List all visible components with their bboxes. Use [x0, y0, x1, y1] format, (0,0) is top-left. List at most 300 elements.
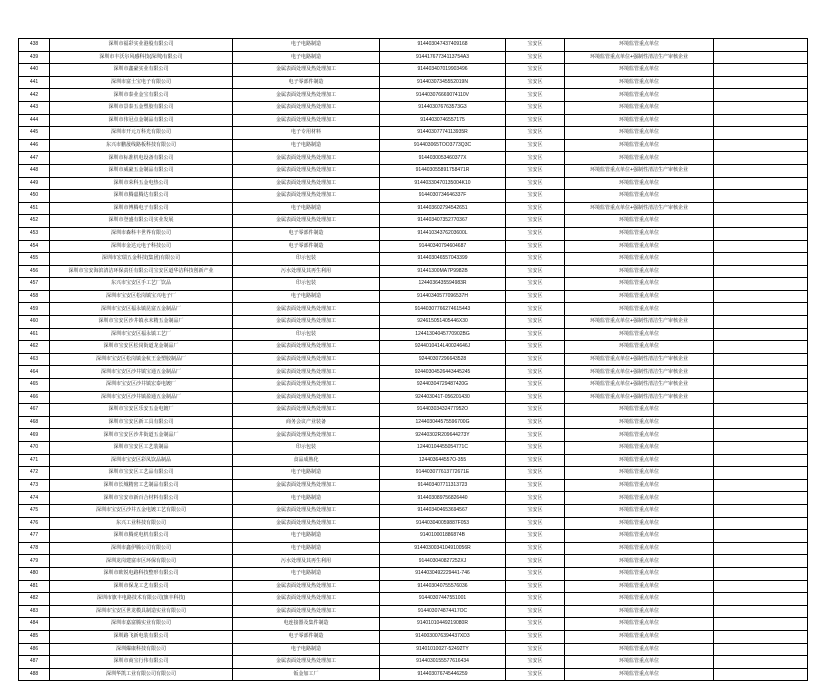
district: 宝安区: [506, 101, 565, 114]
row-index: 479: [19, 555, 50, 568]
table-row: [19, 605, 808, 618]
enterprise-name: 深圳市威豪五金制品有限公司: [50, 164, 233, 177]
table-row: [19, 530, 808, 543]
supervision-type: 环境监管重点单位: [565, 101, 714, 114]
district: 宝安区: [506, 89, 565, 102]
enterprise-name: 深圳市标准机电设备有限公司: [50, 152, 233, 165]
industry-category: 印示包装: [233, 278, 380, 291]
district: 宝安区: [506, 316, 565, 329]
remark: [714, 404, 808, 417]
industry-category: 印示包装: [233, 442, 380, 455]
credit-code: 91440307766274615443: [380, 303, 506, 316]
supervision-type: 环境监管重点单位: [565, 328, 714, 341]
supervision-type: 环境监管重点单位: [565, 643, 714, 656]
district: 宝安区: [506, 605, 565, 618]
table-row: [19, 328, 808, 341]
row-index: 487: [19, 656, 50, 669]
district: 宝安区: [506, 290, 565, 303]
enterprise-name: 深圳市宝安市新百合材料有限公司: [50, 492, 233, 505]
row-index: 464: [19, 366, 50, 379]
enterprise-name: 深圳市伟冠点金制品有限公司: [50, 114, 233, 127]
remark: [714, 479, 808, 492]
credit-code: 92440302R209644273Y: [380, 429, 506, 442]
credit-code: 9144030155577616434: [380, 656, 506, 669]
industry-category: 电子电路制造: [233, 202, 380, 215]
district: 宝安区: [506, 643, 565, 656]
industry-category: 金属表面处理及热处理加工: [233, 504, 380, 517]
district: 宝安区: [506, 492, 565, 505]
enterprise-name: 深圳市宝安区乐安五金电镀厂: [50, 404, 233, 417]
industry-category: 污水处理及其再生利用: [233, 265, 380, 278]
supervision-type: 环境监管重点单位: [565, 656, 714, 669]
credit-code: 914403065TOO3773Q3C: [380, 139, 506, 152]
table-row: [19, 240, 808, 253]
credit-code: 9144030746557175: [380, 114, 506, 127]
row-index: 463: [19, 353, 50, 366]
remark: [714, 127, 808, 140]
remark: [714, 39, 808, 52]
table-row: [19, 416, 808, 429]
district: 宝安区: [506, 504, 565, 517]
district: 宝安区: [506, 215, 565, 228]
credit-code: 12440104455054771C: [380, 442, 506, 455]
industry-category: 金属表面处理及热处理加工: [233, 605, 380, 618]
enterprise-name: 东兴市宝安区手工艺厂饮品: [50, 278, 233, 291]
supervision-type: 环境监管重点单位: [565, 416, 714, 429]
enterprise-name: 深圳市宝安区工艺装制品: [50, 442, 233, 455]
district: 宝安区: [506, 442, 565, 455]
row-index: 485: [19, 630, 50, 643]
row-index: 473: [19, 479, 50, 492]
supervision-type: 环境监管重点单位: [565, 278, 714, 291]
row-index: 461: [19, 328, 50, 341]
credit-code: 914403055891758471R: [380, 164, 506, 177]
industry-category: 金属表面处理及热处理加工: [233, 404, 380, 417]
row-index: 458: [19, 290, 50, 303]
supervision-type: 环境监管重点单位+强制性清洁生产审核企业: [565, 366, 714, 379]
remark: [714, 555, 808, 568]
industry-category: 金属表面处理及热处理加工: [233, 64, 380, 77]
table-row: [19, 164, 808, 177]
table-row: [19, 190, 808, 203]
enterprise-name: 东兴工业科技有限公司: [50, 517, 233, 530]
industry-category: 金属表面处理及热处理加工: [233, 303, 380, 316]
industry-category: 金属表面处理及热处理加工: [233, 114, 380, 127]
table-row: [19, 517, 808, 530]
industry-category: 电子电路制造: [233, 39, 380, 52]
industry-category: 金属表面处理及热处理加工: [233, 316, 380, 329]
district: 宝安区: [506, 51, 565, 64]
remark: [714, 429, 808, 442]
supervision-type: 环境监管重点单位: [565, 89, 714, 102]
row-index: 459: [19, 303, 50, 316]
supervision-type: 环境监管重点单位: [565, 542, 714, 555]
credit-code: 91401010027-52492TY: [380, 643, 506, 656]
table-row: [19, 303, 808, 316]
industry-category: 金属表面处理及热处理加工: [233, 593, 380, 606]
district: 宝安区: [506, 139, 565, 152]
supervision-type: 环境监管重点单位: [565, 618, 714, 631]
supervision-type: 环境监管重点单位: [565, 265, 714, 278]
table-row: [19, 429, 808, 442]
row-index: 454: [19, 240, 50, 253]
supervision-type: 环境监管重点单位+强制性清洁生产审核企业: [565, 379, 714, 392]
enterprise-name: 深圳龙岗建富市区环保有限公司: [50, 555, 233, 568]
industry-category: 电子电路制造: [233, 542, 380, 555]
supervision-type: 环境监管重点单位: [565, 190, 714, 203]
row-index: 478: [19, 542, 50, 555]
district: 宝安区: [506, 303, 565, 316]
supervision-type: 环境监管重点单位: [565, 227, 714, 240]
enterprise-name: 深圳市宝安区沙井镇宝通五金制品厂: [50, 366, 233, 379]
row-index: 469: [19, 429, 50, 442]
table-row: [19, 593, 808, 606]
row-index: 450: [19, 190, 50, 203]
row-index: 439: [19, 51, 50, 64]
credit-code: 91441767734113754A3: [380, 51, 506, 64]
credit-code: 914010001886874B: [380, 530, 506, 543]
credit-code: 1244036435594983R: [380, 278, 506, 291]
industry-category: 金属表面处理及热处理加工: [233, 164, 380, 177]
district: 宝安区: [506, 328, 565, 341]
industry-category: 电子零部件制造: [233, 76, 380, 89]
remark: [714, 152, 808, 165]
remark: [714, 328, 808, 341]
table-row: [19, 253, 808, 266]
row-index: 476: [19, 517, 50, 530]
industry-category: 金属表面处理及热处理加工: [233, 391, 380, 404]
industry-category: 金属表面处理及热处理加工: [233, 341, 380, 354]
enterprise-name: 深圳市鑫豪实业有限公司: [50, 64, 233, 77]
row-index: 477: [19, 530, 50, 543]
row-index: 480: [19, 567, 50, 580]
row-index: 484: [19, 618, 50, 631]
supervision-type: 环境监管重点单位: [565, 492, 714, 505]
industry-category: 电子电路制造: [233, 467, 380, 480]
credit-code: 914403076669074110V: [380, 89, 506, 102]
row-index: 467: [19, 404, 50, 417]
remark: [714, 64, 808, 77]
district: 宝安区: [506, 429, 565, 442]
enterprise-name: 深圳市嘉富腾实业有限公司: [50, 618, 233, 631]
enterprise-name: 深圳市宝安区沙井街道五金制品厂: [50, 429, 233, 442]
credit-code: 91440340577096537H: [380, 290, 506, 303]
credit-code: 9140030076394437XD3: [380, 630, 506, 643]
enterprise-name: 深圳市旗丰电路技术有限公司(旗丰科技): [50, 593, 233, 606]
industry-category: 金属表面处理及热处理加工: [233, 580, 380, 593]
enterprise-name: 深圳市宝安区新工具有限公司: [50, 416, 233, 429]
remark: [714, 278, 808, 291]
enterprise-name: 深圳市宝安区沙井五金电镀工艺有限公司: [50, 504, 233, 517]
district: 宝安区: [506, 227, 565, 240]
table-row: [19, 479, 808, 492]
district: 宝安区: [506, 265, 565, 278]
industry-category: 电子电路制造: [233, 290, 380, 303]
remark: [714, 593, 808, 606]
district: 宝安区: [506, 454, 565, 467]
supervision-type: 环境监管重点单位: [565, 215, 714, 228]
remark: [714, 114, 808, 127]
enterprise-name: 深圳市腾嘉腾达有限公司: [50, 190, 233, 203]
supervision-type: 环境监管重点单位: [565, 177, 714, 190]
district: 宝安区: [506, 278, 565, 291]
credit-code: 914403602794542651: [380, 202, 506, 215]
table-row: [19, 567, 808, 580]
enterprise-name: 东兴市鹏晟线路板科技有限公司: [50, 139, 233, 152]
remark: [714, 51, 808, 64]
credit-code: 91401010449219080R: [380, 618, 506, 631]
industry-category: 金属表面处理及热处理加工: [233, 379, 380, 392]
credit-code: 9144030053460377X: [380, 152, 506, 165]
table-row: [19, 76, 808, 89]
industry-category: 电连接器及集件制造: [233, 618, 380, 631]
industry-category: 金属表面处理及热处理加工: [233, 101, 380, 114]
credit-code: 9244010414L40024646J: [380, 341, 506, 354]
remark: [714, 101, 808, 114]
enterprise-name: 深圳路飞新电装有限公司: [50, 630, 233, 643]
row-index: 482: [19, 593, 50, 606]
credit-code: 9144030734646337F: [380, 190, 506, 203]
table-row: [19, 580, 808, 593]
supervision-type: 环境监管重点单位: [565, 479, 714, 492]
industry-category: 金属表面处理及热处理加工: [233, 429, 380, 442]
enterprise-name: 深圳市博腾电子有限公司: [50, 202, 233, 215]
remark: [714, 656, 808, 669]
row-index: 483: [19, 605, 50, 618]
row-index: 445: [19, 127, 50, 140]
supervision-type: 环境监管重点单位+强制性清洁生产审核企业: [565, 391, 714, 404]
credit-code: 9144030492229441-746: [380, 567, 506, 580]
district: 宝安区: [506, 656, 565, 669]
supervision-type: 环境监管重点单位: [565, 555, 714, 568]
supervision-type: 环境监管重点单位: [565, 580, 714, 593]
remark: [714, 366, 808, 379]
remark: [714, 89, 808, 102]
row-index: 446: [19, 139, 50, 152]
row-index: 438: [19, 39, 50, 52]
district: 宝安区: [506, 542, 565, 555]
remark: [714, 341, 808, 354]
remark: [714, 504, 808, 517]
credit-code: 914403404653694567: [380, 504, 506, 517]
remark: [714, 467, 808, 480]
remark: [714, 227, 808, 240]
row-index: 481: [19, 580, 50, 593]
industry-category: 电子电路制造: [233, 139, 380, 152]
row-index: 488: [19, 668, 50, 681]
table-row: [19, 139, 808, 152]
supervision-type: 环境监管重点单位: [565, 593, 714, 606]
credit-code: 914403046557043399: [380, 253, 506, 266]
table-row: [19, 101, 808, 114]
industry-category: 金属表面处理及热处理加工: [233, 366, 380, 379]
enterprise-name: 深圳市宝安区福永镇昆富五金制品厂: [50, 303, 233, 316]
enterprise-name: 深圳市森科丰世界有限公司: [50, 227, 233, 240]
supervision-type: 环境监管重点单位: [565, 404, 714, 417]
table-row: [19, 656, 808, 669]
enterprise-name: 深圳华凯工业有限公司有限公司: [50, 668, 233, 681]
industry-category: 电子零部件制造: [233, 240, 380, 253]
supervision-type: 环境监管重点单位: [565, 139, 714, 152]
table-row: [19, 467, 808, 480]
district: 宝安区: [506, 555, 565, 568]
remark: [714, 630, 808, 643]
enterprise-name: 深圳市景泰五金塑胶有限公司: [50, 101, 233, 114]
district: 宝安区: [506, 39, 565, 52]
district: 宝安区: [506, 479, 565, 492]
row-index: 452: [19, 215, 50, 228]
table-row: [19, 630, 808, 643]
district: 宝安区: [506, 630, 565, 643]
enterprise-name: 深圳市宝安区沙井镇水末精五金制品厂: [50, 316, 233, 329]
remark: [714, 668, 808, 681]
credit-code: 914403076745446259: [380, 668, 506, 681]
remark: [714, 542, 808, 555]
supervision-type: 环境监管重点单位+强制性清洁生产审核企业: [565, 316, 714, 329]
supervision-type: 环境监管重点单位: [565, 76, 714, 89]
supervision-type: 环境监管重点单位: [565, 290, 714, 303]
remark: [714, 580, 808, 593]
table-row: [19, 442, 808, 455]
table-row: [19, 391, 808, 404]
enterprise-name: 深圳市长城精密工艺制品有限公司: [50, 479, 233, 492]
credit-code: 91441034376203600L: [380, 227, 506, 240]
supervision-type: 环境监管重点单位: [565, 341, 714, 354]
district: 宝安区: [506, 253, 565, 266]
row-index: 457: [19, 278, 50, 291]
credit-code: 914403040059887F053: [380, 517, 506, 530]
table-row: [19, 39, 808, 52]
credit-code: 924615051405446X30: [380, 316, 506, 329]
district: 宝安区: [506, 190, 565, 203]
row-index: 447: [19, 152, 50, 165]
district: 宝安区: [506, 366, 565, 379]
supervision-type: 环境监管重点单位: [565, 630, 714, 643]
table-row: [19, 64, 808, 77]
enterprise-name: 深圳市宏瑞五金科技(集团)有限公司: [50, 253, 233, 266]
industry-category: 金属表面处理及热处理加工: [233, 656, 380, 669]
table-row: [19, 542, 808, 555]
table-row: [19, 215, 808, 228]
supervision-type: 环境监管重点单位: [565, 429, 714, 442]
table-row: [19, 643, 808, 656]
supervision-type: 环境监管重点单位: [565, 530, 714, 543]
row-index: 466: [19, 391, 50, 404]
supervision-type: 环境监管重点单位: [565, 442, 714, 455]
table-row: [19, 492, 808, 505]
supervision-type: 环境监管重点单位: [565, 127, 714, 140]
district: 宝安区: [506, 467, 565, 480]
industry-category: 金属表面处理及热处理加工: [233, 479, 380, 492]
credit-code: 92440307296643528: [380, 353, 506, 366]
row-index: 472: [19, 467, 50, 480]
credit-code: 924403041T-056201430: [380, 391, 506, 404]
remark: [714, 517, 808, 530]
supervision-type: 环境监管重点单位: [565, 567, 714, 580]
enterprise-name: 深圳市富士宝电子有限公司: [50, 76, 233, 89]
remark: [714, 290, 808, 303]
supervision-type: 环境监管重点单位: [565, 303, 714, 316]
remark: [714, 253, 808, 266]
credit-code: 91441300MA7P9982B: [380, 265, 506, 278]
industry-category: 金属表面处理及热处理加工: [233, 89, 380, 102]
industry-category: 电子零部件制造: [233, 227, 380, 240]
supervision-type: 环境监管重点单位+强制性清洁生产审核企业: [565, 51, 714, 64]
industry-category: 电子电路制造: [233, 492, 380, 505]
enterprise-name: 深圳市丰沃尔风感科技(深圳)有限公司: [50, 51, 233, 64]
row-index: 441: [19, 76, 50, 89]
remark: [714, 240, 808, 253]
credit-code: 91440303432477952O: [380, 404, 506, 417]
enterprise-name: 深圳市腾虎电机有限公司: [50, 530, 233, 543]
row-index: 470: [19, 442, 50, 455]
table-row: [19, 51, 808, 64]
enterprise-name: 深圳市宝安区松岗镇宝兴电子厂: [50, 290, 233, 303]
remark: [714, 530, 808, 543]
industry-category: 金属表面处理及热处理加工: [233, 215, 380, 228]
district: 宝安区: [506, 517, 565, 530]
industry-category: 金属表面处理及热处理加工: [233, 353, 380, 366]
industry-category: 金属表面处理及热处理加工: [233, 190, 380, 203]
row-index: 443: [19, 101, 50, 114]
credit-code: 124403044575596700G: [380, 416, 506, 429]
table-row: [19, 353, 808, 366]
enterprise-name: 深圳市宝安区世龙模具制造实业有限公司: [50, 605, 233, 618]
industry-category: 电子电路制造: [233, 567, 380, 580]
industry-category: 商务会议产业装备: [233, 416, 380, 429]
district: 宝安区: [506, 567, 565, 580]
row-index: 465: [19, 379, 50, 392]
row-index: 448: [19, 164, 50, 177]
district: 宝安区: [506, 353, 565, 366]
credit-code: 12441304045770902BG: [380, 328, 506, 341]
district: 宝安区: [506, 202, 565, 215]
industry-category: 印示包装: [233, 253, 380, 266]
supervision-type: 环境监管重点单位: [565, 454, 714, 467]
table-row: [19, 379, 808, 392]
table-row: [19, 177, 808, 190]
remark: [714, 416, 808, 429]
remark: [714, 454, 808, 467]
industry-category: 电子专用材料: [233, 127, 380, 140]
district: 宝安区: [506, 76, 565, 89]
district: 宝安区: [506, 152, 565, 165]
remark: [714, 442, 808, 455]
credit-code: 914403089756826440: [380, 492, 506, 505]
district: 宝安区: [506, 240, 565, 253]
district: 宝安区: [506, 416, 565, 429]
district: 宝安区: [506, 379, 565, 392]
district: 宝安区: [506, 177, 565, 190]
industry-category: 印示包装: [233, 328, 380, 341]
enterprise-name: 深圳市宝安海滨清洁环保责任有限公司宝安区道华洁科技创新产业: [50, 265, 233, 278]
supervision-type: 环境监管重点单位: [565, 64, 714, 77]
remark: [714, 303, 808, 316]
district: 宝安区: [506, 404, 565, 417]
industry-category: 钣金加工厂: [233, 668, 380, 681]
table-row: [19, 555, 808, 568]
enterprise-name: 深圳市宝安区松岗镇金杭王金塑胶制品厂: [50, 353, 233, 366]
table-row: [19, 290, 808, 303]
industry-category: 电子电路制造: [233, 530, 380, 543]
remark: [714, 177, 808, 190]
supervision-type: 环境监管重点单位: [565, 668, 714, 681]
supervision-type: 环境监管重点单位+强制性清洁生产审核企业: [565, 164, 714, 177]
row-index: 456: [19, 265, 50, 278]
remark: [714, 605, 808, 618]
supervision-type: 环境监管重点单位: [565, 605, 714, 618]
credit-code: 914403040755576036: [380, 580, 506, 593]
